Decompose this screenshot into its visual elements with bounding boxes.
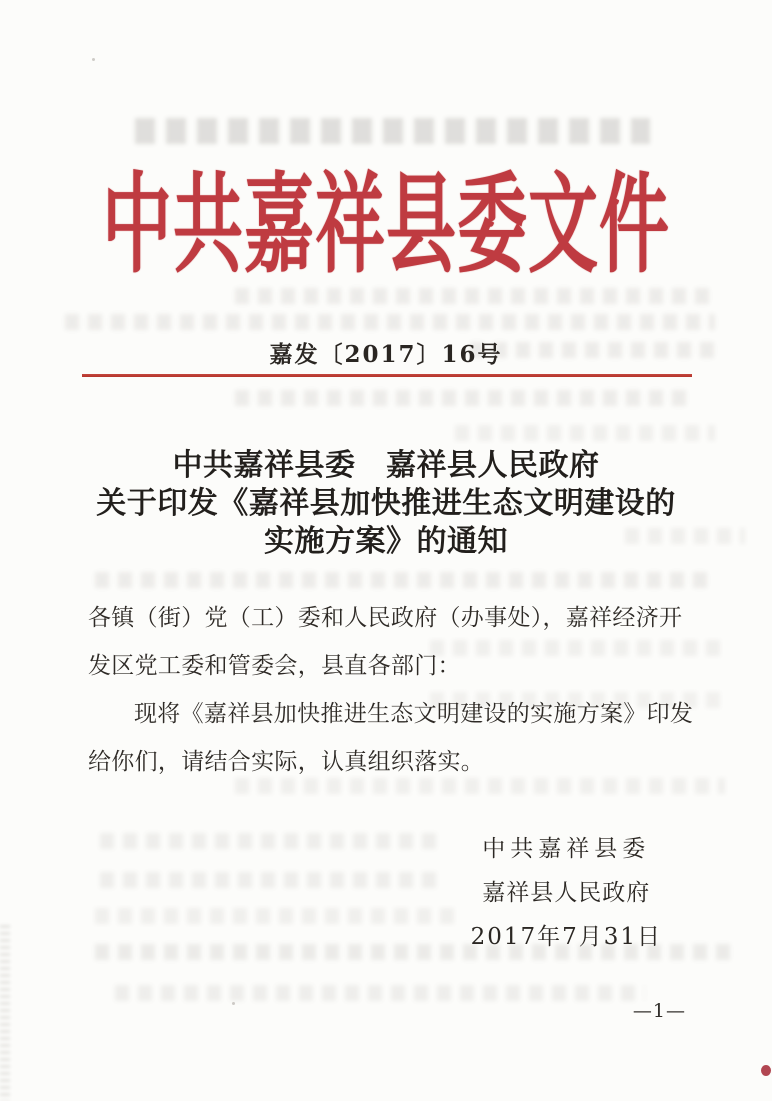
document-title-line-1: 中共嘉祥县委 嘉祥县人民政府 bbox=[172, 448, 600, 483]
document-title-line-3: 实施方案》的通知 bbox=[264, 524, 508, 559]
document-title bbox=[0, 447, 772, 561]
bleedthrough-artifact bbox=[65, 314, 715, 330]
document-title-line-2: 关于印发《嘉祥县加快推进生态文明建设的 bbox=[96, 486, 676, 521]
signature-org-government: 嘉祥县人民政府 bbox=[482, 880, 651, 906]
bleedthrough-artifact bbox=[235, 288, 715, 304]
bleedthrough-artifact bbox=[95, 572, 715, 588]
bleedthrough-artifact bbox=[455, 425, 715, 441]
scan-edge-noise bbox=[0, 925, 10, 1101]
signature-block bbox=[471, 827, 662, 959]
body-line-notice-2: 给你们，请结合实际，认真组织落实。 bbox=[88, 749, 485, 775]
document-reference-number: 嘉发〔2017〕16号 bbox=[269, 341, 503, 368]
body-line-addressees-1: 各镇（街）党（工）委和人民政府（办事处），嘉祥经济开 bbox=[88, 605, 683, 631]
body-line-addressees-2: 发区党工委和管委会，县直各部门： bbox=[88, 653, 461, 679]
signature-org-committee: 中共嘉祥县委 bbox=[482, 836, 651, 862]
bleedthrough-artifact bbox=[100, 872, 445, 888]
scan-speck bbox=[232, 1002, 235, 1005]
letterhead-banner-title: 中共嘉祥县委文件 bbox=[102, 159, 670, 289]
bleedthrough-artifact bbox=[235, 390, 695, 406]
document-body bbox=[88, 594, 694, 786]
body-line-notice-1: 现将《嘉祥县加快推进生态文明建设的实施方案》印发 bbox=[134, 701, 694, 727]
page-number: —1— bbox=[632, 1000, 686, 1022]
red-ink-dot bbox=[761, 1065, 771, 1076]
bleedthrough-artifact bbox=[115, 985, 645, 1001]
bleedthrough-artifact bbox=[95, 908, 455, 924]
bleedthrough-artifact bbox=[135, 118, 650, 144]
signature-date: 2017年7月31日 bbox=[470, 924, 662, 950]
scan-speck bbox=[92, 58, 95, 61]
bleedthrough-artifact bbox=[100, 833, 440, 849]
red-separator-line bbox=[82, 374, 692, 377]
